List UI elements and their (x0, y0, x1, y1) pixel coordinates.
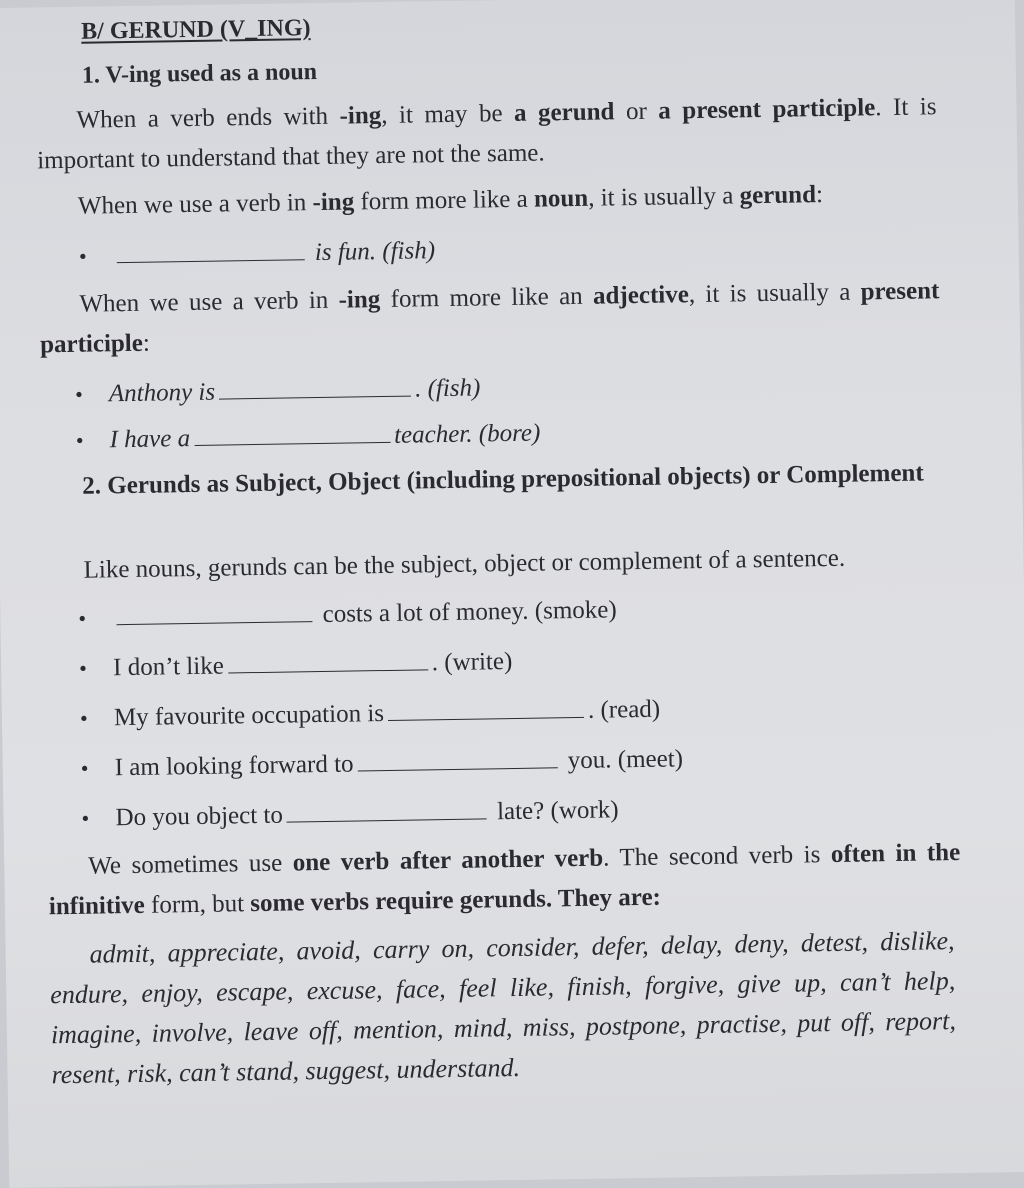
gerund-verb-list: admit, appreciate, avoid, carry on, consider, defer, delay, deny, detest, dislike, endure, enjoy, escape, excuse, face, feel like, finish, forgive, give up, can’t help, imagine, involve, leave off, mention, mind, miss, postpone, practise, put off, report, resent, risk, can’t stand, suggest, understand. (49, 921, 956, 1095)
adjective-rule-text-3: , it is usually a (689, 278, 861, 308)
gerund-verbs-note (48, 833, 961, 927)
section2-example-5 (81, 790, 619, 838)
adjective-rule-text-2: form more like an (380, 283, 593, 313)
note-bold-3: some verbs require gerunds. They are: (250, 884, 661, 917)
example-before: My favourite occupation is (114, 700, 384, 731)
noun-rule-text-4: : (816, 181, 823, 208)
example-before: I don’t like (113, 653, 224, 682)
example-after: . (write) (432, 648, 513, 676)
section2-intro: Like nouns, gerunds can be the subject, object or complement of a sentence. (43, 537, 944, 591)
noun-rule-ing: -ing (312, 188, 354, 216)
noun-rule-text-1: When we use a verb in (78, 189, 313, 220)
answer-blank[interactable] (116, 239, 304, 263)
worksheet-content (35, 1, 955, 15)
intro-participle: a present participle (658, 94, 875, 124)
bullet-dot: • (75, 374, 110, 415)
example-before: Anthony is (109, 379, 216, 408)
note-bold-1: one verb after another verb (293, 845, 604, 877)
section2-example-4 (80, 739, 683, 788)
answer-blank[interactable] (219, 376, 411, 400)
adjective-rule-adjective: adjective (593, 281, 689, 310)
bullet-dot: • (81, 798, 116, 839)
example-after: late? (work) (497, 796, 619, 825)
intro-ing: -ing (339, 102, 381, 130)
section1-title: 1. V-ing used as a noun (82, 59, 318, 90)
adjective-rule (39, 271, 940, 365)
example-before: Do you object to (115, 802, 283, 832)
intro-text-3: or (614, 98, 658, 126)
bullet-dot: • (80, 698, 115, 739)
example-before: I have a (109, 425, 190, 453)
example-after: . (read) (588, 696, 661, 724)
intro-text-2: , it may be (381, 100, 514, 129)
bullet-dot: • (80, 748, 115, 789)
noun-rule-gerund: gerund (739, 181, 816, 209)
intro-gerund: a gerund (514, 98, 615, 127)
section2-title: 2. Gerunds as Subject, Object (including prepositional objects) or Complement (42, 453, 943, 507)
answer-blank[interactable] (388, 697, 584, 721)
bullet-dot: • (75, 420, 110, 461)
section2-example-1 (78, 590, 617, 638)
adjective-rule-participle: present participle (40, 277, 940, 358)
answer-blank[interactable] (228, 649, 428, 673)
adjective-rule-text-1: When we use a verb in (79, 287, 339, 318)
bullet-dot: • (78, 598, 113, 639)
adjective-rule-text-4: : (143, 330, 150, 357)
answer-blank[interactable] (194, 422, 390, 446)
example-after: . (fish) (415, 374, 481, 402)
main-heading: B/ GERUND (V_ING) (81, 15, 311, 46)
noun-rule-noun: noun (534, 185, 589, 213)
intro-text-4: . It is important to understand that they are not the same. (37, 93, 937, 174)
example-after: you. (meet) (568, 745, 684, 774)
adjective-example-1 (75, 368, 481, 414)
example-after: teacher. (bore) (394, 420, 541, 449)
section1-intro (36, 87, 937, 181)
bullet-dot: • (79, 648, 114, 689)
note-text-3: form, but (145, 890, 251, 919)
section2-example-3 (80, 690, 661, 739)
answer-blank[interactable] (116, 601, 312, 625)
noun-rule-text-2: form more like a (354, 186, 534, 216)
noun-example (78, 231, 435, 277)
example-after: costs a lot of money. (smoke) (322, 596, 617, 628)
noun-rule (38, 173, 939, 227)
noun-rule-text-3: , it is usually a (588, 182, 740, 211)
adjective-example-2 (75, 414, 540, 461)
section2-example-2 (79, 642, 513, 689)
example-text: is fun. (fish) (315, 237, 436, 266)
adjective-rule-ing: -ing (338, 286, 380, 314)
note-bold-2: often in the infinitive (49, 839, 961, 920)
answer-blank[interactable] (287, 798, 487, 822)
bullet-dot: • (78, 236, 113, 277)
example-before: I am looking forward to (115, 751, 354, 782)
note-text-2: . The second verb is (603, 841, 831, 872)
note-text-1: We sometimes use (88, 849, 293, 879)
answer-blank[interactable] (357, 747, 557, 771)
intro-text-1: When a verb ends with (76, 103, 339, 134)
